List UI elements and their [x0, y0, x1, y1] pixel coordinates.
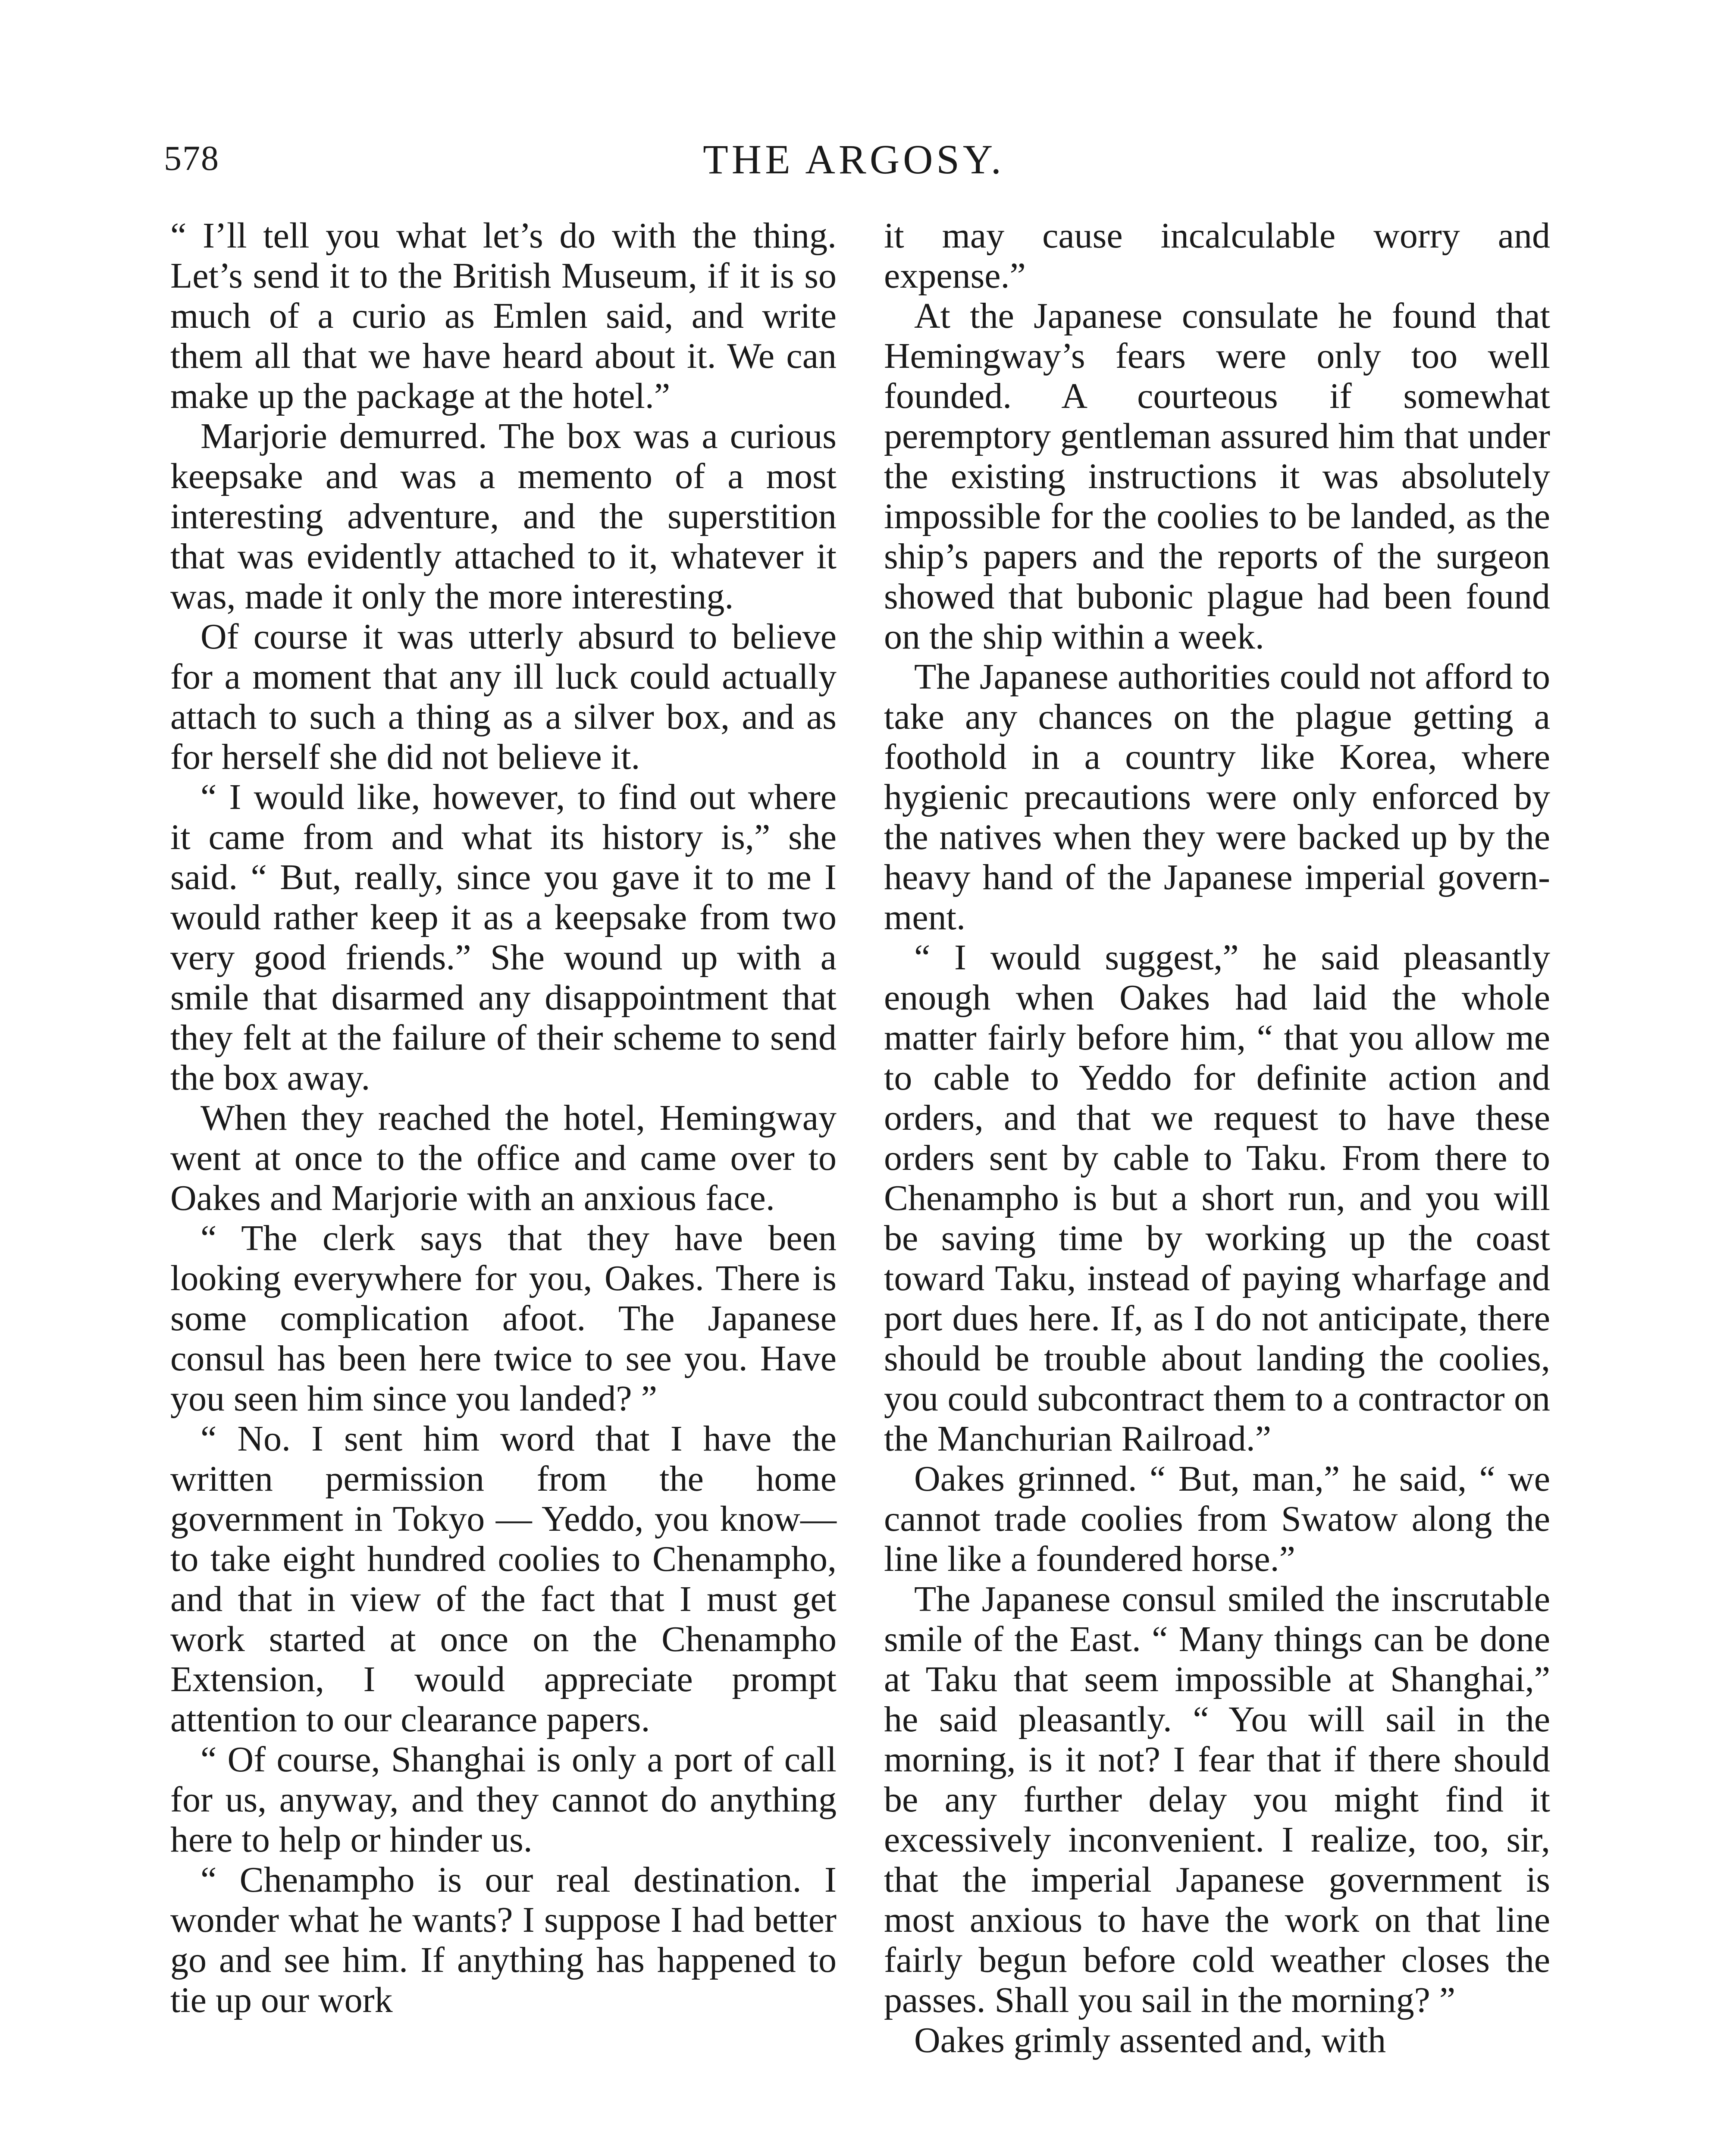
paragraph: “ No. I sent him word that I have the written permission from the home government in Tokyo — Yeddo, you know—to take eight hundred coolies to Chenampho, and that in view of the fact that I must get work started at once on the Chenampho Extension, I would appreciate prompt attention to our clearance papers. [170, 1419, 837, 1739]
paragraph: Oakes grimly assented and, with [914, 2020, 1386, 2060]
paragraph: it may cause incalculable worry and expense.” [884, 216, 1550, 296]
paragraph: “ I’ll tell you what let’s do with the thing. Let’s send it to the British Museum, if it is so much of a curio as Emlen said, and write them all that we have heard about it. We can make up the package at the hotel.” [170, 216, 837, 416]
paragraph: “ Of course, Shanghai is only a port of call for us, anyway, and they cannot do anything here to help or hinder us. [170, 1739, 837, 1860]
paragraph: At the Japanese consulate he found that Hemingway’s fears were only too well founded. A courteous if somewhat peremptory gentleman assured him that under the existing instructions it was absolutely impossible for the coolies to be landed, as the ship’s papers and the reports of the surgeon showed that bubonic plague had been found on the ship within a week. [884, 296, 1550, 657]
right-column [884, 216, 1550, 2156]
paragraph: “ I would like, however, to find out where it came from and what its history is,” she said. “ But, really, since you gave it to me I would rather keep it as a keepsake from two very good friends.” She wound up with a smile that disarmed any disappointment that they felt at the failure of their scheme to send the box away. [170, 777, 837, 1098]
page-header [164, 129, 1544, 190]
paragraph: Oakes grinned. “ But, man,” he said, “ we cannot trade coolies from Swatow along the line like a foundered horse.” [884, 1459, 1550, 1579]
paragraph: The Japanese authorities could not afford to take any chances on the plague getting a foothold in a country like Korea, where hygienic precautions were only enforced by the natives when they were backed up by the heavy hand of the Japanese imperial government. [884, 657, 1550, 937]
paragraph: When they reached the hotel, Hemingway went at once to the office and came over to Oakes and Marjorie with an anxious face. [170, 1098, 837, 1218]
paragraph: “ The clerk says that they have been looking everywhere for you, Oakes. There is some complication afoot. The Japanese consul has been here twice to see you. Have you seen him since you landed? ” [170, 1218, 837, 1419]
paragraph: “ Chenampho is our real destination. I wonder what he wants? I suppose I had better go and see him. If anything has happened to tie up our work [170, 1860, 837, 2020]
running-title: THE ARGOSY. [703, 136, 1005, 182]
paragraph: The Japanese consul smiled the inscrutable smile of the East. “ Many things can be done at Taku that seem impossible at Shanghai,” he said pleasantly. “ You will sail in the morning, is it not? I fear that if there should be any further delay you might find it excessively inconvenient. I realize, too, sir, that the imperial Japanese government is most anxious to have the work on that line fairly begun before cold weather closes the passes. Shall you sail in the morning? ” [884, 1579, 1550, 2020]
text-columns [170, 216, 1550, 2156]
left-column [170, 216, 837, 2156]
paragraph: Of course it was utterly absurd to believe for a moment that any ill luck could actually attach to such a thing as a silver box, and as for herself she did not believe it. [170, 617, 837, 777]
paragraph: Marjorie demurred. The box was a curious keepsake and was a memento of a most interesting adventure, and the superstition that was evidently attached to it, whatever it was, made it only the more interesting. [170, 416, 837, 617]
page-number: 578 [164, 138, 219, 178]
paragraph: “ I would suggest,” he said pleasantly enough when Oakes had laid the whole matter fairly before him, “ that you allow me to cable to Yeddo for definite action and orders, and that we request to have these orders sent by cable to Taku. From there to Chenampho is but a short run, and you will be saving time by working up the coast toward Taku, instead of paying wharfage and port dues here. If, as I do not anticipate, there should be trouble about landing the coolies, you could subcontract them to a contractor on the Manchurian Railroad.” [884, 937, 1550, 1459]
